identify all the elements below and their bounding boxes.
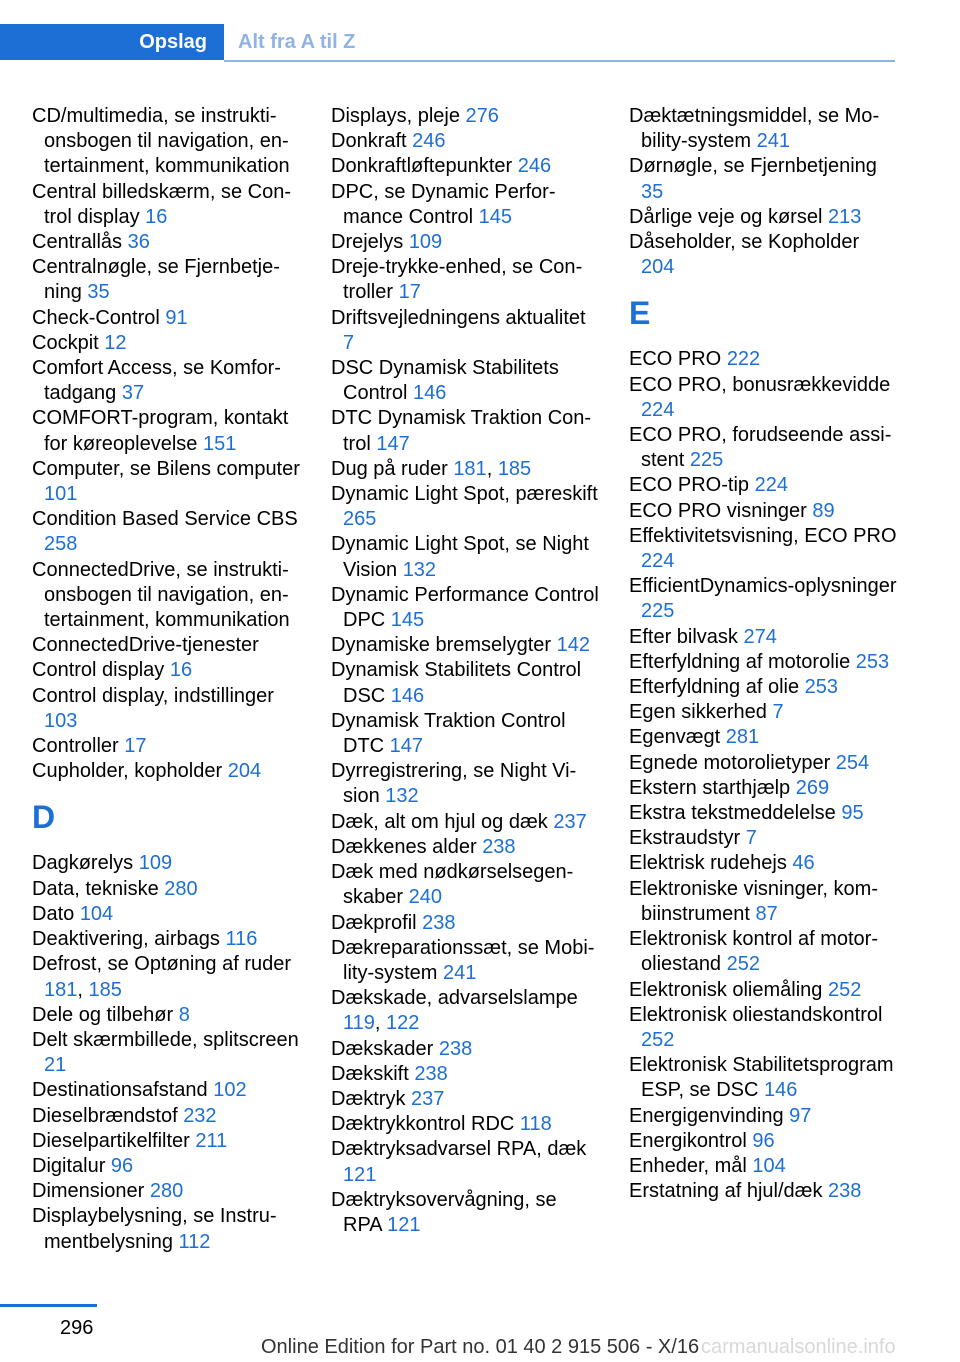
- page-reference-link[interactable]: 281: [725, 726, 760, 749]
- page-reference-link[interactable]: 96: [752, 1129, 775, 1152]
- index-entry-text: Dagkørelys: [32, 852, 134, 875]
- page-reference-link[interactable]: 238: [482, 835, 516, 858]
- index-letter-heading: D: [32, 799, 56, 836]
- index-entry: [629, 776, 897, 801]
- page-reference-link[interactable]: 116: [225, 928, 258, 951]
- index-entry: [331, 255, 599, 305]
- index-entry-text: Dynamic Performance Control DPC: [331, 583, 599, 632]
- index-entry: Dug på ruder 181, 185: [331, 457, 532, 480]
- page-reference-link[interactable]: 237: [411, 1087, 445, 1110]
- index-entry: [629, 877, 897, 927]
- index-entry-text: ECO PRO-tip: [629, 474, 750, 497]
- index-letter-heading: E: [629, 295, 651, 332]
- index-entry-text: Cockpit: [32, 331, 99, 354]
- page-reference-link[interactable]: 280: [164, 877, 198, 900]
- page-reference-link[interactable]: 121: [387, 1213, 421, 1236]
- index-entry-text: Ekstern starthjælp: [629, 776, 791, 799]
- index-entry-text: Dynamiske bremselygter: [331, 634, 552, 657]
- index-entry: [32, 1028, 300, 1078]
- index-entry: [32, 658, 300, 683]
- index-entry-text: Dæktryk: [331, 1087, 406, 1110]
- page-reference-link[interactable]: 147: [389, 735, 424, 758]
- index-entry-text: Data, tekniske: [32, 877, 159, 900]
- index-entry-text: Centralnøgle, se Fjernbetjening: [32, 256, 280, 304]
- index-entry-text: Dæktrykkontrol RDC: [331, 1113, 515, 1136]
- page-reference-link[interactable]: 252: [641, 1028, 675, 1051]
- index-entry-text: Elektronisk Stabilitetsprogram ESP, se DSC: [629, 1054, 894, 1102]
- page-reference-link[interactable]: 185: [88, 978, 122, 1001]
- index-entry: [32, 684, 300, 734]
- page-reference-link[interactable]: 185: [497, 457, 532, 480]
- index-entry: [331, 482, 599, 532]
- index-entry-text: Efter bilvask: [629, 625, 738, 648]
- page-reference-link[interactable]: 104: [79, 902, 114, 925]
- index-entry: [32, 633, 300, 658]
- page-reference-link[interactable]: 87: [755, 902, 778, 925]
- index-entry-text: Dæktætningsmiddel, se Mobility-system: [629, 105, 880, 153]
- index-entry: [331, 911, 599, 936]
- page-reference-link[interactable]: 253: [804, 676, 839, 699]
- index-entry: [32, 558, 300, 634]
- index-entry: [32, 1129, 300, 1154]
- index-entry: [32, 759, 300, 784]
- page-reference-link[interactable]: 146: [390, 684, 425, 707]
- page-reference-link[interactable]: 241: [443, 961, 477, 984]
- index-entry-text: Destinationsafstand: [32, 1079, 208, 1102]
- index-entry: [629, 650, 897, 675]
- page-reference-link[interactable]: 224: [641, 550, 675, 573]
- page-reference-link[interactable]: 224: [641, 398, 675, 421]
- page-reference-link[interactable]: 95: [841, 802, 864, 825]
- page-reference-link[interactable]: 146: [413, 382, 447, 405]
- index-entry-text: EfficientDynamics-oplysninger: [629, 575, 897, 598]
- index-entry-text: Effektivitetsvisning, ECO PRO: [629, 524, 897, 547]
- page-reference-link[interactable]: 35: [641, 180, 664, 203]
- page-reference-link[interactable]: 225: [689, 449, 724, 472]
- index-entry: [629, 1179, 897, 1204]
- page-reference-link[interactable]: 240: [408, 886, 442, 909]
- index-entry-text: Dynamic Light Spot, se Night Vision: [331, 533, 589, 581]
- page-reference-link[interactable]: 122: [386, 1012, 420, 1035]
- index-entry: [331, 1037, 599, 1062]
- index-entry: Defrost, se Optøning af ruder 181, 185: [32, 953, 292, 1001]
- page-reference-link[interactable]: 224: [754, 474, 788, 497]
- page-reference-link[interactable]: 145: [478, 205, 512, 228]
- page-reference-link[interactable]: 146: [764, 1079, 798, 1102]
- index-entry: [331, 936, 599, 986]
- index-entry: [331, 583, 599, 633]
- index-entry: [331, 1137, 599, 1187]
- page-reference-link[interactable]: 112: [178, 1230, 211, 1253]
- index-entry: [629, 104, 897, 154]
- index-entry-text: Egen sikkerhed: [629, 701, 767, 724]
- page-reference-link[interactable]: 121: [343, 1163, 377, 1186]
- index-entry: [32, 331, 300, 356]
- index-entry-text: Efterfyldning af olie: [629, 676, 800, 699]
- index-entry: [32, 734, 300, 759]
- index-entry-text: ConnectedDrive-tjenester: [32, 634, 259, 657]
- index-entry-text: Elektronisk oliemåling: [629, 978, 823, 1001]
- index-entry-text: Efterfyldning af motorolie: [629, 650, 851, 673]
- tab-opslag[interactable]: [0, 24, 224, 60]
- page-reference-link[interactable]: 276: [465, 105, 499, 127]
- page-reference-link[interactable]: 36: [127, 231, 150, 254]
- page-reference-link[interactable]: 204: [641, 256, 675, 279]
- index-entry: [32, 1003, 300, 1028]
- index-entry: [331, 1062, 599, 1087]
- index-entry: [629, 725, 897, 750]
- page-reference-link[interactable]: 132: [402, 558, 437, 581]
- index-entry-text: Check-Control: [32, 306, 160, 329]
- index-entry: [32, 1154, 300, 1179]
- page-reference-link[interactable]: 280: [149, 1180, 184, 1203]
- index-entry-text: Energikontrol: [629, 1129, 747, 1152]
- index-entry-text: ECO PRO, forudseende assistent: [629, 424, 892, 472]
- page-reference-link[interactable]: 238: [828, 1180, 862, 1203]
- index-entry: [32, 230, 300, 255]
- index-entry-text: ECO PRO: [629, 348, 722, 371]
- index-entry: [629, 473, 897, 498]
- index-entry-text: Dieselbrændstof: [32, 1104, 178, 1127]
- index-entry-text: Energigenvinding: [629, 1104, 784, 1127]
- index-entry: [629, 1053, 897, 1103]
- header-tabbar: [0, 24, 895, 62]
- page-reference-link[interactable]: 246: [517, 155, 552, 178]
- index-entry-text: Dåseholder, se Kopholder: [629, 231, 860, 254]
- index-entry-text: Displays, pleje: [331, 105, 460, 127]
- page-reference-link[interactable]: 12: [104, 331, 127, 354]
- index-entry-text: Digitalur: [32, 1154, 106, 1177]
- index-entry: [629, 1129, 897, 1154]
- page-reference-link[interactable]: 16: [169, 659, 193, 682]
- index-entry-text: Centrallås: [32, 231, 123, 254]
- tab-opslag-label: Opslag: [139, 31, 207, 53]
- index-entry: [32, 180, 300, 230]
- index-entry: [331, 1112, 599, 1137]
- index-entry-text: ECO PRO visninger: [629, 499, 807, 522]
- index-entry-text: Ekstraudstyr: [629, 827, 741, 850]
- page-reference-link[interactable]: 252: [726, 953, 760, 976]
- index-entry: [331, 810, 599, 835]
- tab-alt-fra-a-til-z[interactable]: Alt fra A til Z: [238, 31, 356, 53]
- index-entry-text: Displaybelysning, se Instrumentbelysning: [32, 1205, 277, 1253]
- index-entry: [32, 1104, 300, 1129]
- page-reference-link[interactable]: 142: [556, 634, 591, 657]
- page-reference-link[interactable]: 181: [453, 457, 487, 480]
- page-reference-link[interactable]: 91: [165, 306, 188, 329]
- index-entry-text: Dynamisk Traktion Control DTC: [331, 709, 566, 758]
- index-entry: [32, 1204, 300, 1254]
- index-entry-text: Dimensioner: [32, 1180, 145, 1203]
- footer-rule: [0, 1304, 97, 1307]
- index-entry: [629, 574, 897, 624]
- page-reference-link[interactable]: 17: [124, 735, 147, 758]
- index-entry: [32, 356, 300, 406]
- index-entry-text: Egnede motorolietyper: [629, 751, 831, 774]
- index-entry-text: Dreje-trykke-enhed, se Controller: [331, 256, 583, 304]
- index-entry: [629, 1003, 897, 1053]
- index-entry: [32, 902, 300, 927]
- index-entry: [331, 759, 599, 809]
- index-entry-text: DPC, se Dynamic Performance Control: [331, 180, 556, 228]
- page-reference-link[interactable]: 145: [390, 609, 425, 632]
- index-entry: [629, 1104, 897, 1129]
- index-entry-text: COMFORT-program, kontakt for køreoplevelse: [32, 407, 289, 455]
- page-reference-link[interactable]: 21: [44, 1054, 67, 1077]
- page-reference-link[interactable]: 101: [44, 483, 78, 506]
- page-reference-link[interactable]: 17: [398, 281, 421, 304]
- page-reference-link[interactable]: 246: [412, 130, 446, 153]
- index-column-3: [629, 104, 897, 1204]
- index-entry-text: Dæktryksovervågning, se RPA: [331, 1188, 557, 1236]
- index-entry-text: ECO PRO, bonusrækkevidde: [629, 373, 891, 396]
- page-reference-link[interactable]: 7: [343, 331, 355, 354]
- index-entry: [629, 524, 897, 574]
- index-entry: Dækskade, advarselslampe 119, 122: [331, 987, 578, 1035]
- index-entry-text: Donkraft: [331, 130, 407, 153]
- index-entry-text: Control display, indstillinger: [32, 684, 274, 707]
- index-entry: [331, 230, 599, 255]
- index-entry: [331, 154, 599, 179]
- index-entry-text: Dækskift: [331, 1062, 409, 1085]
- index-entry-text: ConnectedDrive, se instruktionsbogen til navigation, entertainment, kommunikation: [32, 558, 290, 632]
- page-reference-link[interactable]: 97: [789, 1104, 812, 1127]
- page-reference-link[interactable]: 222: [726, 348, 761, 371]
- page-reference-link[interactable]: 118: [519, 1113, 552, 1136]
- index-entry-text: Dele og tilbehør: [32, 1003, 174, 1026]
- index-entry-text: Elektroniske visninger, kombiinstrument: [629, 877, 878, 925]
- page-reference-link[interactable]: 204: [227, 760, 262, 783]
- index-entry: [331, 356, 599, 406]
- page-reference-link[interactable]: 109: [138, 852, 173, 875]
- index-entry-text: Dyrregistrering, se Night Vision: [331, 760, 577, 808]
- index-entry-text: Dækreparationssæt, se Mobility-system: [331, 936, 595, 984]
- page-number: 296: [60, 1317, 94, 1339]
- index-entry-text: Elektrisk rudehejs: [629, 852, 787, 875]
- watermark: carmanualsonline.info: [701, 1336, 896, 1358]
- index-entry: [629, 423, 897, 473]
- index-entry: [331, 658, 599, 708]
- page-reference-link[interactable]: 102: [213, 1079, 247, 1102]
- index-entry: [629, 373, 897, 423]
- index-entry: [331, 1087, 599, 1112]
- page-reference-link[interactable]: 265: [343, 508, 377, 531]
- index-entry: [331, 406, 599, 456]
- index-entry: [629, 625, 897, 650]
- page-reference-link[interactable]: 254: [835, 751, 870, 774]
- index-entry: [629, 700, 897, 725]
- page-reference-link[interactable]: 237: [553, 810, 587, 833]
- index-entry: [32, 1179, 300, 1204]
- page-reference-link[interactable]: 151: [202, 432, 237, 455]
- index-entry: [32, 851, 300, 876]
- index-entry: [331, 709, 599, 759]
- index-entry: [629, 1154, 897, 1179]
- index-entry-text: Dækprofil: [331, 911, 417, 934]
- page-reference-link[interactable]: 132: [385, 785, 419, 808]
- index-entry: [629, 851, 897, 876]
- page-reference-link[interactable]: 232: [183, 1104, 217, 1127]
- index-entry-text: Dørnøgle, se Fjernbetjening: [629, 155, 877, 178]
- index-entry-text: Computer, se Bilens computer: [32, 457, 300, 480]
- page-reference-link[interactable]: 238: [438, 1037, 473, 1060]
- page-reference-link[interactable]: 225: [641, 600, 675, 623]
- index-entry: [629, 978, 897, 1003]
- index-entry: [331, 532, 599, 582]
- page-reference-link[interactable]: 258: [44, 533, 78, 556]
- index-entry-text: CD/multimedia, se instruktionsbogen til navigation, entertainment, kommunikation: [32, 105, 290, 178]
- page-reference-link[interactable]: 238: [422, 911, 456, 934]
- index-entry-text: Defrost, se Optøning af ruder: [32, 953, 292, 976]
- index-entry: [331, 129, 599, 154]
- index-entry: [331, 180, 599, 230]
- index-entry-text: Ekstra tekstmeddelelse: [629, 802, 836, 825]
- index-entry: [331, 306, 599, 356]
- index-entry: [629, 347, 897, 372]
- index-entry: [331, 860, 599, 910]
- index-entry-text: Enheder, mål: [629, 1154, 747, 1177]
- page-reference-link[interactable]: 147: [376, 432, 410, 455]
- index-entry: [32, 406, 300, 456]
- index-entry-text: Dato: [32, 902, 75, 925]
- index-entry-text: Erstatning af hjul/dæk: [629, 1180, 823, 1203]
- index-entry-text: Control display: [32, 659, 165, 682]
- page-reference-link[interactable]: 119: [343, 1012, 375, 1035]
- page-reference-link[interactable]: 37: [121, 382, 145, 405]
- index-entry: [629, 801, 897, 826]
- page-reference-link[interactable]: 103: [44, 709, 78, 732]
- page-reference-link[interactable]: 104: [752, 1154, 786, 1177]
- index-entry: [629, 927, 897, 977]
- page-reference-link[interactable]: 7: [745, 827, 757, 850]
- index-entry-text: Dæk, alt om hjul og dæk: [331, 810, 548, 833]
- index-entry: [32, 507, 300, 557]
- index-entry-text: Elektronisk kontrol af motoroliestand: [629, 928, 878, 976]
- index-entry-text: DSC Dynamisk Stabilitets Control: [331, 357, 559, 405]
- index-entry: [331, 104, 599, 129]
- index-column-2: [331, 104, 599, 1238]
- index-entry-text: Elektronisk oliestandskontrol: [629, 1003, 883, 1026]
- page-reference-link[interactable]: 46: [792, 852, 815, 875]
- index-entry-text: Dieselpartikelfilter: [32, 1129, 190, 1152]
- index-entry: [32, 1078, 300, 1103]
- index-entry-text: Dækskader: [331, 1037, 434, 1060]
- page-reference-link[interactable]: 16: [145, 205, 168, 228]
- index-entry: [629, 230, 897, 280]
- page-reference-link[interactable]: 274: [743, 625, 777, 648]
- page-reference-link[interactable]: 238: [414, 1062, 448, 1085]
- index-entry: [629, 751, 897, 776]
- page-reference-link[interactable]: 7: [772, 701, 784, 724]
- page-reference-link[interactable]: 35: [87, 281, 110, 304]
- page-reference-link[interactable]: 109: [408, 231, 443, 254]
- index-entry: [32, 457, 300, 507]
- edition-text: Online Edition for Part no. 01 40 2 915 506 - X/16: [261, 1336, 700, 1358]
- index-entry-text: Dårlige veje og kørsel: [629, 205, 823, 228]
- index-entry-text: Central billedskærm, se Control display: [32, 180, 291, 228]
- index-entry-text: Deaktivering, airbags: [32, 928, 220, 951]
- page-reference-link[interactable]: 89: [812, 499, 835, 522]
- index-entry: [32, 255, 300, 305]
- index-entry-text: Egenvægt: [629, 726, 721, 749]
- page-reference-link[interactable]: 181: [44, 978, 78, 1001]
- index-entry-text: Drejelys: [331, 231, 404, 254]
- index-entry-text: Cupholder, kopholder: [32, 760, 223, 783]
- index-entry-text: Dæk med nødkørselsegenskaber: [331, 861, 574, 909]
- page-reference-link[interactable]: 269: [795, 776, 830, 799]
- index-entry-text: Dynamic Light Spot, pæreskift: [331, 483, 598, 506]
- index-entry: [629, 826, 897, 851]
- index-entry-text: Controller: [32, 735, 119, 758]
- index-entry: [32, 306, 300, 331]
- page-reference-link[interactable]: 213: [827, 205, 862, 228]
- index-entry-text: Donkraftløftepunkter: [331, 155, 513, 178]
- index-entry: [629, 154, 897, 204]
- index-entry-text: Dynamisk Stabilitets Control DSC: [331, 659, 582, 707]
- index-entry: [32, 104, 300, 180]
- index-entry-text: Dug på ruder: [331, 457, 448, 480]
- index-entry: [32, 877, 300, 902]
- index-entry-text: Driftsvejledningens aktualitet: [331, 306, 586, 329]
- index-entry-text: Comfort Access, se Komfortadgang: [32, 357, 281, 405]
- index-entry-text: Condition Based Service CBS: [32, 508, 298, 531]
- index-entry-text: Dækskade, advarselslampe: [331, 987, 578, 1010]
- index-entry-text: Dækkenes alder: [331, 835, 477, 858]
- page-reference-link[interactable]: 241: [756, 130, 790, 153]
- page-reference-link[interactable]: 211: [195, 1129, 228, 1152]
- page-reference-link[interactable]: 252: [827, 978, 862, 1001]
- index-entry: [331, 835, 599, 860]
- tab-divider: [224, 60, 895, 62]
- index-entry: [331, 633, 599, 658]
- index-entry-text: Dæktryksadvarsel RPA, dæk: [331, 1138, 587, 1161]
- index-entry: [331, 1188, 599, 1238]
- page-reference-link[interactable]: 96: [110, 1154, 134, 1177]
- index-entry: [629, 499, 897, 524]
- page-reference-link[interactable]: 253: [855, 650, 890, 673]
- index-entry: [629, 205, 897, 230]
- index-entry-text: DTC Dynamisk Traktion Control: [331, 407, 592, 455]
- index-entry: [32, 927, 300, 952]
- index-entry-text: Delt skærmbillede, splitscreen: [32, 1028, 299, 1051]
- index-column-1: [32, 104, 300, 1255]
- index-entry: [629, 675, 897, 700]
- page-reference-link[interactable]: 8: [178, 1003, 190, 1026]
